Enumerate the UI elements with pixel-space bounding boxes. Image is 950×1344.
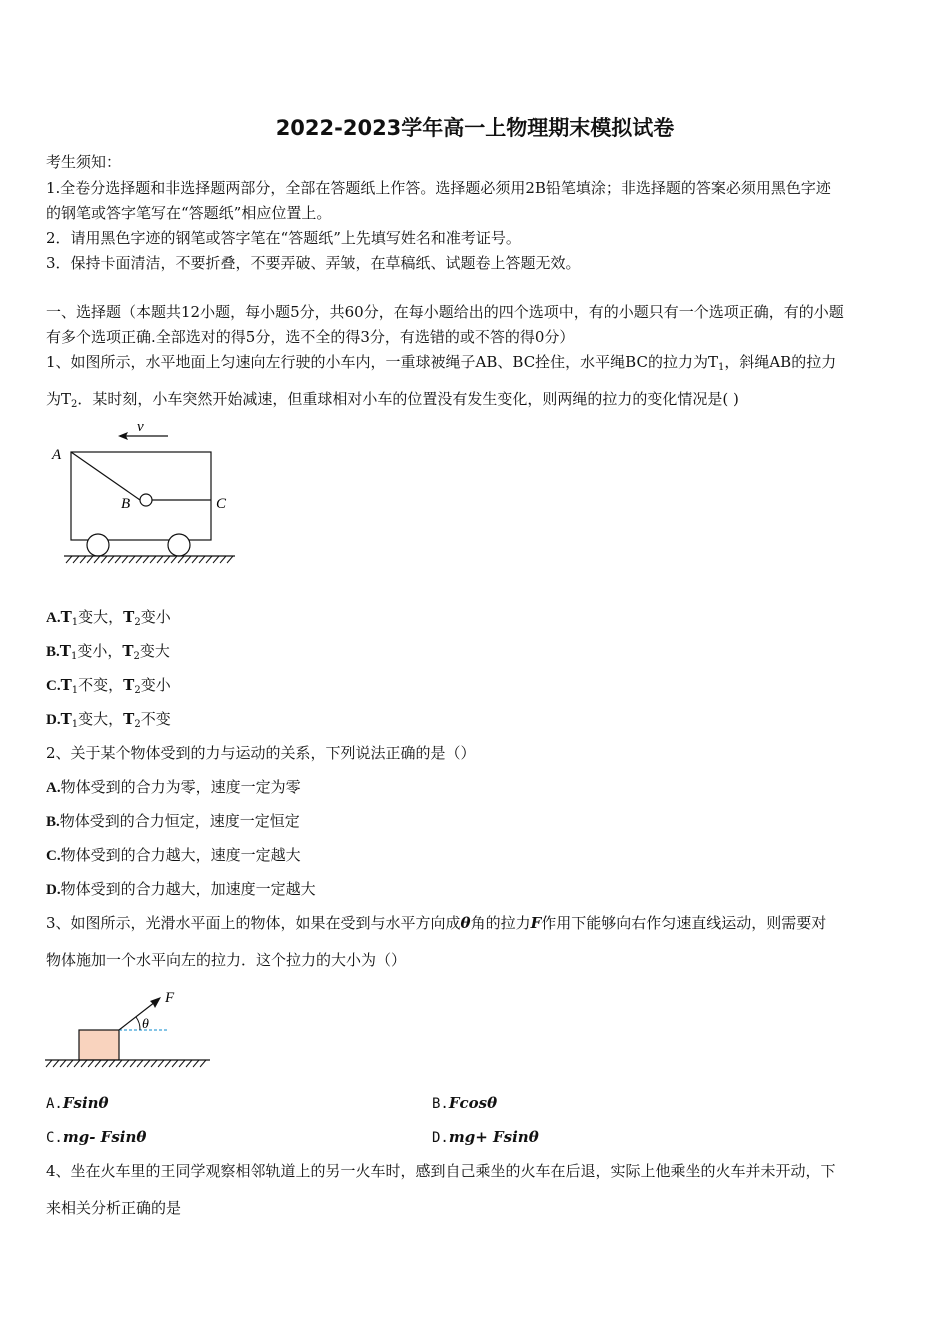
option-letter: B. [432,1096,449,1112]
angle-arc [136,1017,140,1030]
ground-hatching [46,1060,206,1067]
label-c: C [216,496,227,512]
q2-option-a[interactable] [46,777,301,798]
ground-hatching [66,556,233,563]
q1-cart-figure [40,415,250,570]
option-text: 物体受到的合力为零，速度一定为零 [60,778,301,796]
label-f: F [165,990,175,1006]
label-theta: θ [142,1017,149,1032]
option-mid-1: 变大， [78,710,124,728]
q3-option-a[interactable] [46,1093,109,1114]
block [79,1030,119,1060]
q1-option-d[interactable] [46,709,171,730]
option-t2: T [123,676,135,694]
notice-item-2: 2．请用黑色字迹的钢笔或答字笔在“答题纸”上先填写姓名和准考证号。 [46,229,521,247]
option-t1: T [60,676,72,694]
q3-option-b[interactable] [432,1093,497,1114]
q1-stem-line-2 [46,389,908,409]
option-letter: B. [46,814,60,830]
option-mid-1: 不变， [78,676,124,694]
label-v: v [137,419,144,435]
q2-option-b[interactable] [46,811,300,832]
option-text: 物体受到的合力恒定，速度一定恒定 [59,812,300,830]
q4-stem-line-2: 来相关分析正确的是 [46,1199,182,1217]
q1-option-c[interactable] [46,675,171,696]
option-t2: T [122,642,134,660]
heavy-ball [140,494,152,506]
rope-ab [71,452,140,500]
option-letter: D. [46,712,61,728]
notice-item-3: 3．保持卡面清洁，不要折叠，不要弄破、弄皱，在草稿纸、试题卷上答题无效。 [46,254,581,272]
option-t1-sub: 1 [70,651,78,662]
q3-stem-a: 3、如图所示，光滑水平面上的物体，如果在受到与水平方向成 [46,914,461,932]
option-mid-1: 变大， [78,608,124,626]
option-t2: T [123,608,135,626]
force-arrow [119,1002,155,1030]
q3-force-f: F [530,914,542,932]
q3-theta: θ [460,914,471,932]
q1-stem-text: 1、如图所示，水平地面上匀速向左行驶的小车内，一重球被绳子AB、BC拴住，水平绳BC的拉力为T [46,353,718,371]
option-text: 物体受到的合力越大，加速度一定越大 [60,880,316,898]
q3-option-c[interactable] [46,1127,146,1148]
option-t1-sub: 1 [71,685,79,696]
option-letter: C. [46,848,61,864]
option-t2-sub: 2 [134,685,141,696]
q1-option-a[interactable] [46,607,171,628]
q1-stem-line-1 [46,352,908,372]
section-heading-line-1: 一、选择题（本题共12小题，每小题5分，共60分，在每小题给出的四个选项中，有的小题只有一个选项正确，有的小题 [46,303,844,321]
label-a: A [52,447,62,463]
option-t1-sub: 1 [71,617,79,628]
notice-item-1-line-2: 的钢笔或答字笔写在“答题纸”相应位置上。 [46,204,332,222]
q2-option-d[interactable] [46,879,316,900]
option-mid-2: 变大 [139,642,170,660]
q3-stem-line-1 [46,913,908,933]
q1-stem-tail: ，斜绳AB的拉力 [724,353,837,371]
force-arrowhead [150,997,161,1008]
q2-option-c[interactable] [46,845,301,866]
notice-heading: 考生须知： [46,153,122,171]
q3-stem-b: 角的拉力 [470,914,531,932]
option-mid-2: 变小 [140,676,171,694]
q1-option-b[interactable] [46,641,170,662]
option-letter: D. [432,1130,449,1146]
option-t1: T [60,710,72,728]
option-letter: A. [46,1096,63,1112]
section-heading-line-2: 有多个选项正确.全部选对的得5分，选不全的得3分，有选错的或不答的得0分） [46,328,575,346]
option-text: Fsinθ [62,1094,109,1112]
q1-stem-sub: 1 [717,362,725,373]
option-letter: B. [46,644,60,660]
option-text: Fcosθ [448,1094,498,1112]
q3-stem-line-2: 物体施加一个水平向左的拉力．这个拉力的大小为（） [46,951,407,969]
q3-option-d[interactable] [432,1127,539,1148]
option-mid-2: 变小 [140,608,171,626]
q1-stem-line-2-head: 为T [46,390,72,408]
option-t1-sub: 1 [71,719,79,730]
option-t2-sub: 2 [134,617,141,628]
option-letter: D. [46,882,61,898]
option-t2-sub: 2 [134,719,141,730]
cart-wheel-left [87,534,109,556]
option-letter: A. [46,780,61,796]
q1-stem-line-2-sub: 2 [71,399,78,410]
page-title: 2022-2023学年高一上物理期末模拟试卷 [275,116,675,140]
q3-stem-c: 作用下能够向右作匀速直线运动，则需要对 [541,914,827,932]
option-text: 物体受到的合力越大，速度一定越大 [60,846,301,864]
option-letter: A. [46,610,61,626]
option-text: mg+ Fsinθ [448,1128,539,1146]
option-letter: C. [46,1130,63,1146]
q3-block-figure [40,985,220,1075]
option-mid-2: 不变 [140,710,171,728]
cart-wheel-right [168,534,190,556]
option-t1: T [59,642,71,660]
option-mid-1: 变小， [77,642,123,660]
q4-stem-line-1: 4、坐在火车里的王同学观察相邻轨道上的另一火车时，感到自己乘坐的火车在后退，实际上他乘坐的火车并未开动，下 [46,1162,836,1180]
q2-stem: 2、关于某个物体受到的力与运动的关系，下列说法正确的是（） [46,744,476,762]
option-t2: T [123,710,135,728]
option-text: mg- Fsinθ [62,1128,147,1146]
option-t2-sub: 2 [133,651,140,662]
label-b: B [121,496,131,512]
q1-stem-line-2-tail: ．某时刻，小车突然开始减速，但重球相对小车的位置没有发生变化，则两绳的拉力的变化情况是( ) [77,390,739,408]
option-letter: C. [46,678,61,694]
notice-item-1-line-1: 1.全卷分选择题和非选择题两部分，全部在答题纸上作答。选择题必须用2B铅笔填涂；非选择题的答案必须用黑色字迹 [46,179,831,197]
option-t1: T [60,608,72,626]
